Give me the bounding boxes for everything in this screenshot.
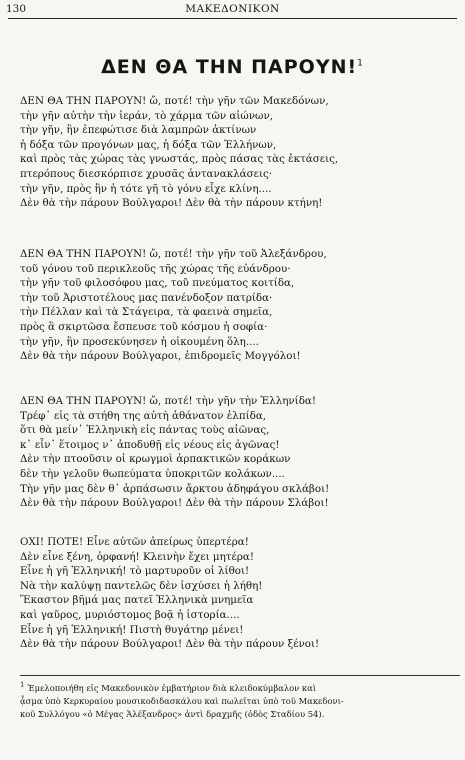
running-title: ΜΑΚΕΔΟΝΙΚΟΝ xyxy=(185,3,280,15)
stanza-4 xyxy=(20,535,459,652)
verse-line: κ᾽ εἶν᾽ ἕτοιμος ν᾽ ἀποδυθῇ εἰς νέους εἰς ἀγῶνας! xyxy=(20,438,280,451)
verse-line: ΔΕΝ ΘΑ ΤΗΝ ΠΑΡΟΥΝ! ὤ, ποτέ! τὴν γῆν τῶν Μακεδόνων, xyxy=(20,95,329,107)
footnote-line xyxy=(20,679,459,695)
footnote-marker: 1 xyxy=(20,681,25,689)
verse-line: τὴν γῆν, ἣν ἐπεφώτισε διὰ λαμπρῶν ἀκτίνων xyxy=(20,124,257,137)
stanza-1 xyxy=(20,94,459,211)
verse-line: πρὸς ἃ σκιρτῶσα ἔσπευσε τοῦ κόσμου ἡ σοφία· xyxy=(20,320,268,333)
verse-line: Ἕκαστον βῆμά μας πατεῖ Ἑλληνικὰ μνημεῖα xyxy=(20,594,254,607)
verse-line: τὴν γῆν τοῦ φιλοσόφου μας, τοῦ πνεύματος κοιτίδα, xyxy=(20,277,295,290)
verse-line: Δὲν εἶνε ξένη, ὀρφανή! Κλεινὴν ἔχει μητέρα! xyxy=(20,550,254,563)
verse-line: τὴν γῆν, ἣν προσεκύνησεν ἡ οἰκουμένη ὅλη.... xyxy=(20,335,259,348)
page-number: 130 xyxy=(6,3,27,15)
verse-line: τὴν τοῦ Ἀριστοτέλους μας πανένδοξον πατρίδα· xyxy=(20,291,273,304)
stanza-2 xyxy=(20,247,459,364)
footnote xyxy=(20,679,459,721)
verse-line: τὴν γῆν αὐτὴν τὴν ἱεράν, τὸ χάρμα τῶν αἰώνων, xyxy=(20,109,273,122)
verse-line: τὴν Πέλλαν καὶ τὰ Στάγειρα, τὰ φαεινὰ σημεῖα, xyxy=(20,306,273,319)
verse-line: ὅτι θὰ μείν᾽ Ἑλληνικὴ εἰς πάντας τοὺς αἰῶνας, xyxy=(20,424,270,437)
footnote-rule xyxy=(20,675,460,676)
running-head xyxy=(4,2,461,18)
footnote-line: ᾆσμα ὑπὸ Κερκυραίου μουσικοδιδασκάλου καὶ πωλεῖται ὑπὸ τοῦ Μακεδονι- xyxy=(20,695,344,706)
stanza-3 xyxy=(20,394,459,511)
verse-line: ἡ δόξα τῶν προγόνων μας, ἡ δόξα τῶν Ἑλλήνων, xyxy=(20,138,277,151)
verse-line: ΔΕΝ ΘΑ ΤΗΝ ΠΑΡΟΥΝ! ὤ, ποτέ! τὴν γῆν τοῦ Ἀλεξάνδρου, xyxy=(20,248,327,260)
title-footnote-marker: 1 xyxy=(357,58,364,69)
verse-line: τοῦ γόνου τοῦ περικλεοῦς τῆς χώρας τῆς εὐάνδρου· xyxy=(20,262,291,275)
verse-line: καὶ γαῦρος, μυριόστομος βοᾷ ἡ ἱστορία.... xyxy=(20,608,240,621)
header-rule xyxy=(8,18,457,19)
verse-line: Δὲν θὰ τὴν πάρουν Βούλγαροι, ἐπιδρομεῖς Μογγόλοι! xyxy=(20,350,301,363)
verse-line: Εἶνε ἡ γῆ Ἑλληνική! Πιστὴ θυγάτηρ μένει! xyxy=(20,623,244,636)
poem-title xyxy=(0,56,465,78)
verse-line: Δὲν θὰ τὴν πάρουν Βούλγαροι! Δὲν θὰ τὴν πάρουν ξένοι! xyxy=(20,638,320,651)
footnote-text: Ἐμελοποιήθη εἰς Μακεδονικὸν ἐμβατήριον διὰ κλειδοκύμβαλον καὶ xyxy=(27,682,317,693)
verse-line: καὶ πρὸς τὰς χώρας τὰς γνωστάς, πρὸς πάσας τὰς ἐκτάσεις, xyxy=(20,153,339,166)
poem-title-text: ΔΕΝ ΘΑ ΤΗΝ ΠΑΡΟΥΝ! xyxy=(101,56,358,78)
footnote-line: κοῦ Συλλόγου «ὁ Μέγας Ἀλέξανδρος» ἀντὶ δραχμῆς (ὁδὸς Σταδίου 54). xyxy=(20,708,325,719)
verse-line: πτερόπους διεσκόρπισε χρυσᾶς ἀντανακλάσεις· xyxy=(20,167,273,180)
verse-line: Δὲν τὴν πτοοῦσιν οἱ κρωγμοὶ ἁρπακτικῶν κοράκων xyxy=(20,453,291,466)
verse-line: ΟΧΙ! ΠΟΤΕ! Εἶνε αὐτῶν ἀπείρως ὑπερτέρα! xyxy=(20,536,249,548)
verse-line: ΔΕΝ ΘΑ ΤΗΝ ΠΑΡΟΥΝ! ὤ, ποτέ! τὴν γῆν τὴν Ἑλληνίδα! xyxy=(20,395,316,407)
verse-line: Εἶνε ἡ γῆ Ἑλληνική! τὸ μαρτυροῦν οἱ λίθοι! xyxy=(20,565,250,578)
verse-line: Νὰ τὴν καλύψῃ παντελῶς δὲν ἰσχύσει ἡ λήθη! xyxy=(20,579,263,592)
verse-line: Τὴν γῆν μας δὲν θ᾽ ἁρπάσωσιν ἄρκτου ἀδηφάγου σκλάβοι! xyxy=(20,482,330,495)
verse-line: Δὲν θὰ τὴν πάρουν Βούλγαροι! Δὲν θὰ τὴν πάρουν Σλάβοι! xyxy=(20,497,329,510)
verse-line: Δὲν θὰ τὴν πάρουν Βούλγαροι! Δὲν θὰ τὴν πάρουν κτήνη! xyxy=(20,197,323,210)
verse-line: Τρέφ᾽ εἰς τὰ στήθη της αὐτὴ ἀθάνατον ἐλπίδα, xyxy=(20,409,267,422)
verse-line: τὴν γῆν, πρὸς ἣν ἡ τότε γῆ τὸ γόνυ εἶχε κλίνη.... xyxy=(20,182,272,195)
verse-line: δὲν τὴν γελοῦν θωπεύματα ὑποκριτῶν κολάκων.... xyxy=(20,467,285,480)
